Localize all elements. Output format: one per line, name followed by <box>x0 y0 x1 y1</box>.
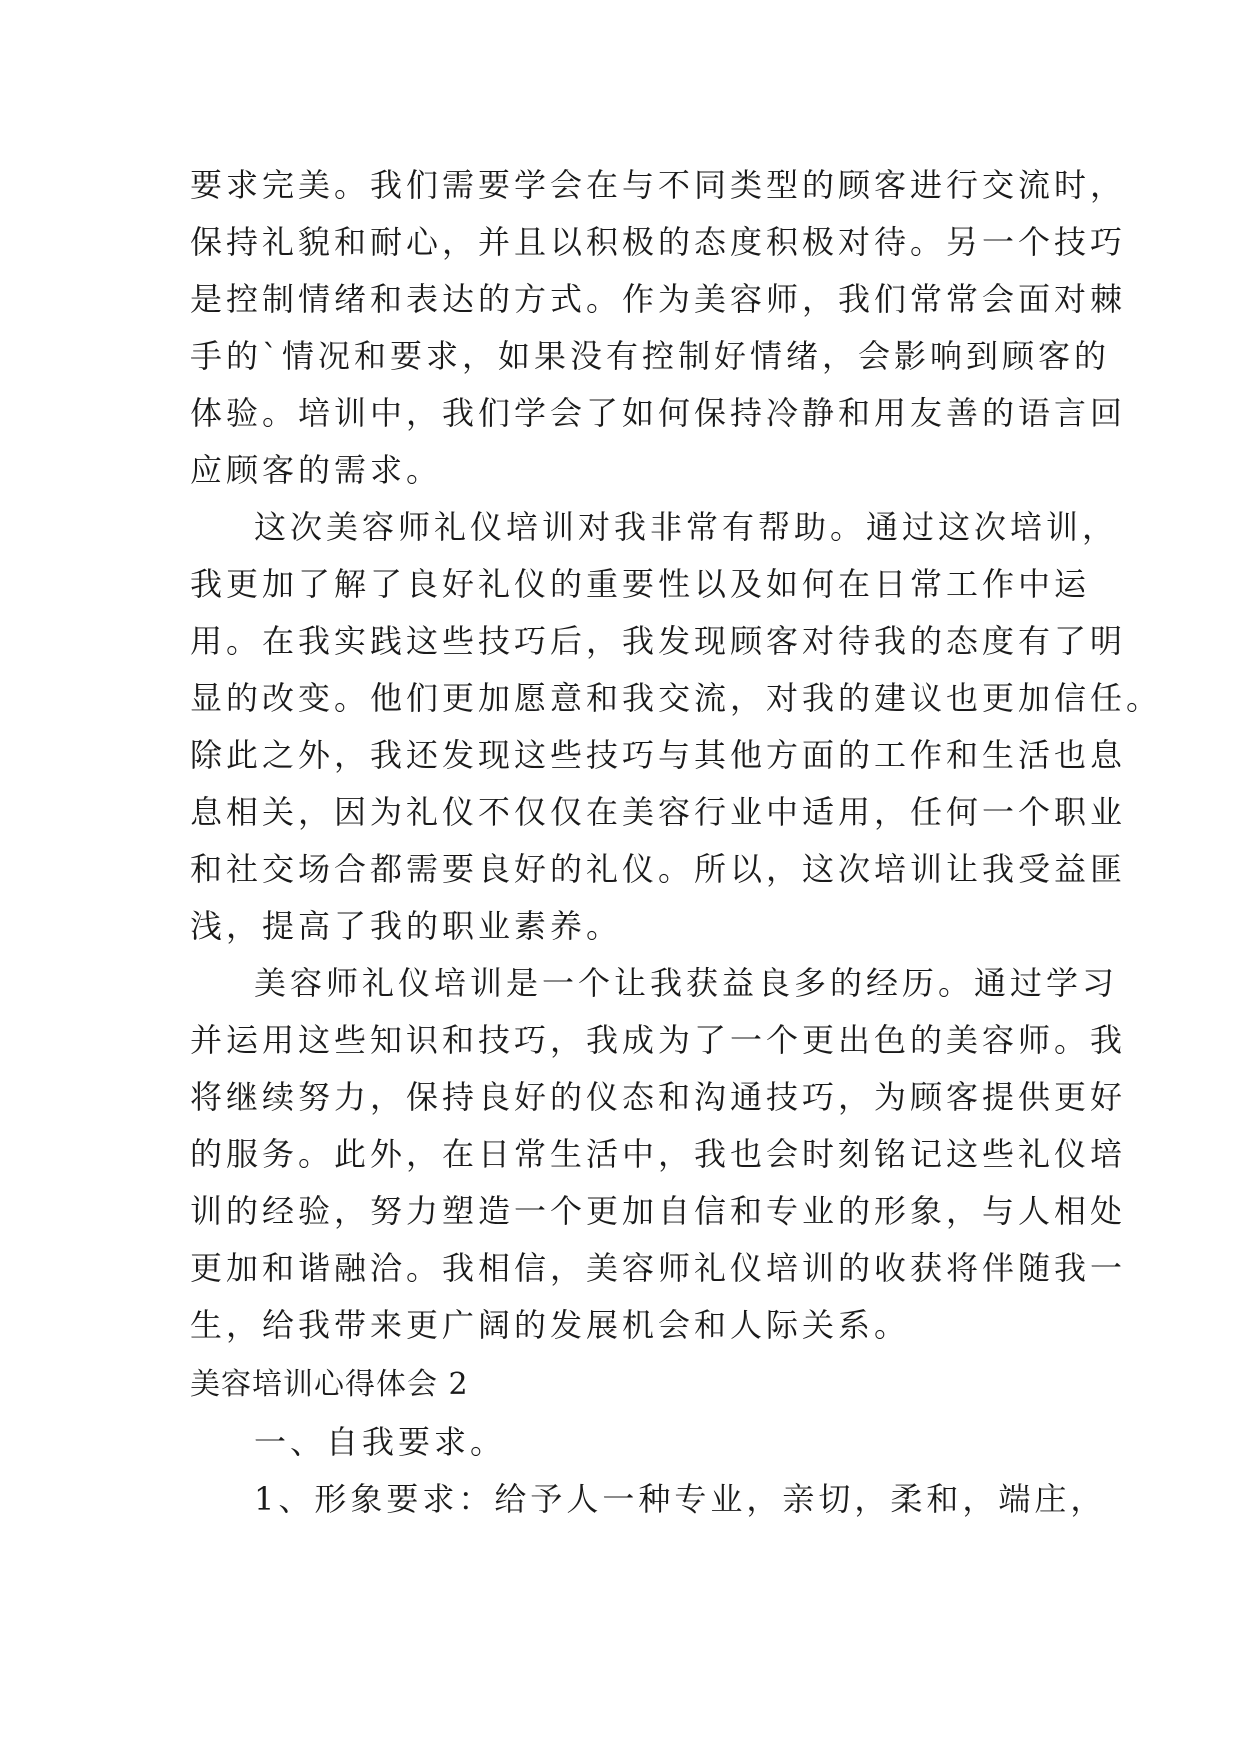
paragraph-line: 美容师礼仪培训是一个让我获益良多的经历。通过学习 <box>254 964 1119 1002</box>
paragraph-line: 体验。培训中，我们学会了如何保持冷静和用友善的语言回 <box>190 394 1127 432</box>
paragraph-line: 浅，提高了我的职业素养。 <box>190 907 623 945</box>
paragraph-line: 用。在我实践这些技巧后，我发现顾客对待我的态度有了明 <box>190 622 1127 660</box>
paragraph-line: 是控制情绪和表达的方式。作为美容师，我们常常会面对棘 <box>190 280 1127 318</box>
paragraph-line: 显的改变。他们更加愿意和我交流，对我的建议也更加信任。 <box>190 679 1163 717</box>
paragraph-line: 手的`情况和要求，如果没有控制好情绪，会影响到顾客的 <box>190 337 1111 375</box>
paragraph-line: 我更加了解了良好礼仪的重要性以及如何在日常工作中运 <box>190 565 1091 603</box>
subsection-heading: 一、自我要求。 <box>254 1423 507 1461</box>
list-item: 1、形象要求：给予人一种专业，亲切，柔和，端庄， <box>254 1480 1107 1518</box>
paragraph-line: 更加和谐融洽。我相信，美容师礼仪培训的收获将伴随我一 <box>190 1249 1127 1287</box>
paragraph-line: 将继续努力，保持良好的仪态和沟通技巧，为顾客提供更好 <box>190 1078 1127 1116</box>
paragraph-line: 息相关，因为礼仪不仅仅在美容行业中适用，任何一个职业 <box>190 793 1127 831</box>
paragraph-line: 应顾客的需求。 <box>190 451 443 489</box>
paragraph-line: 这次美容师礼仪培训对我非常有帮助。通过这次培训， <box>254 508 1119 546</box>
paragraph-line: 除此之外，我还发现这些技巧与其他方面的工作和生活也息 <box>190 736 1127 774</box>
paragraph-line: 并运用这些知识和技巧，我成为了一个更出色的美容师。我 <box>190 1021 1127 1059</box>
section-heading: 美容培训心得体会 2 <box>190 1367 469 1402</box>
paragraph-line: 保持礼貌和耐心，并且以积极的态度积极对待。另一个技巧 <box>190 223 1127 261</box>
paragraph-line: 的服务。此外，在日常生活中，我也会时刻铭记这些礼仪培 <box>190 1135 1127 1173</box>
paragraph-line: 和社交场合都需要良好的礼仪。所以，这次培训让我受益匪 <box>190 850 1127 888</box>
paragraph-line: 训的经验，努力塑造一个更加自信和专业的形象，与人相处 <box>190 1192 1127 1230</box>
paragraph-line: 要求完美。我们需要学会在与不同类型的顾客进行交流时， <box>190 166 1127 204</box>
paragraph-line: 生，给我带来更广阔的发展机会和人际关系。 <box>190 1306 911 1344</box>
